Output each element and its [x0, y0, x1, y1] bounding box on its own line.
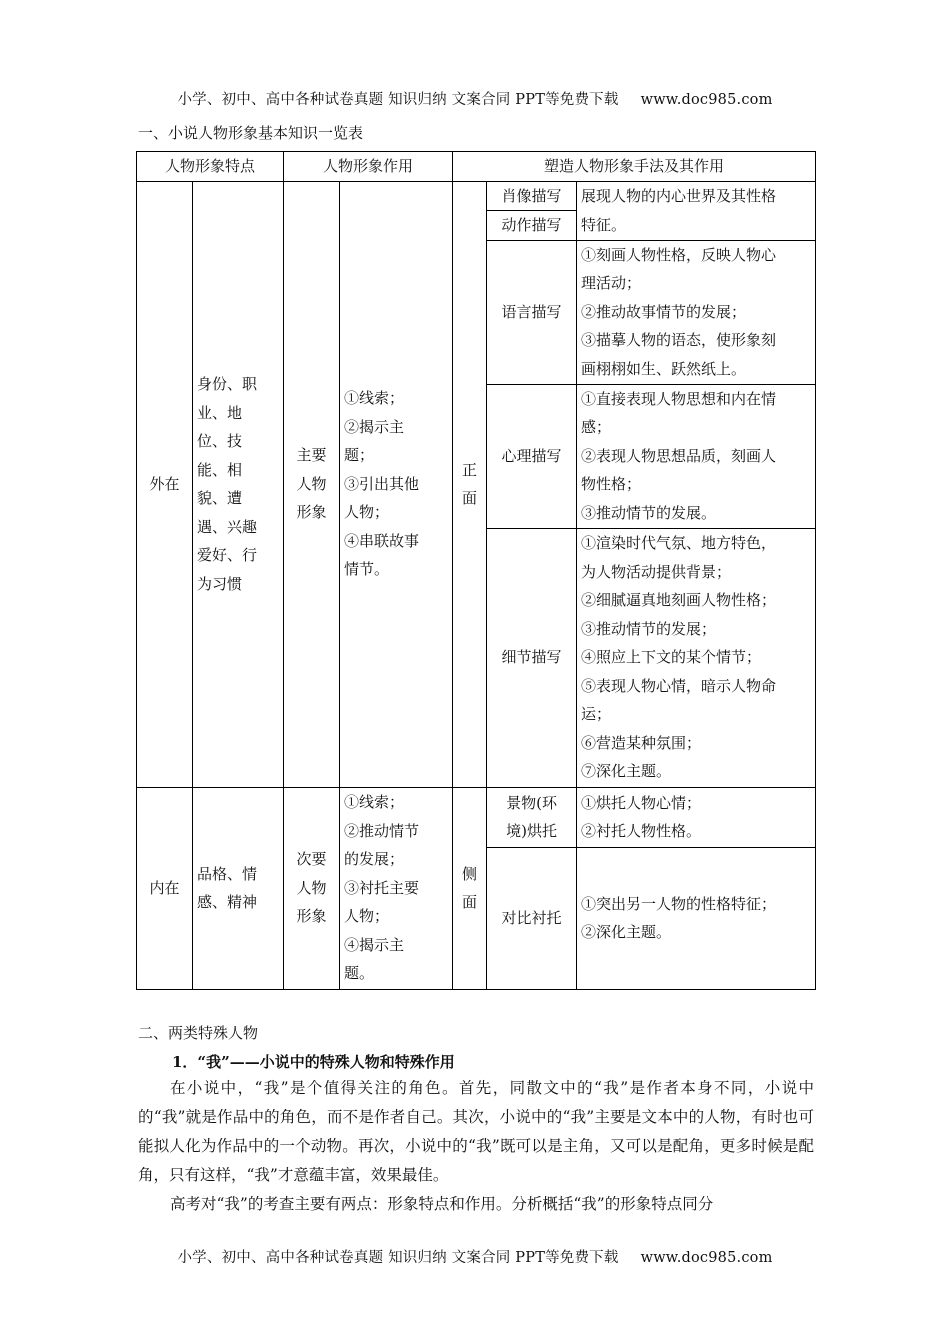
method-contrast: 对比衬托 [487, 847, 577, 989]
desc-speech: ①刻画人物性格，反映人物心 理活动； ②推动故事情节的发展； ③描摹人物的语态，使形象刻 画栩栩如生、跃然纸上。 [577, 240, 816, 384]
desc-psychology: ①直接表现人物思想和内在情 感； ②表现人物思想品质，刻画人 物性格； ③推动情节的发展。 [577, 384, 816, 528]
page-footer [0, 1246, 950, 1267]
method-psychology: 心理描写 [487, 384, 577, 528]
header-methods: 塑造人物形象手法及其作用 [453, 152, 816, 182]
page-header [0, 88, 950, 109]
paragraph: 高考对“我”的考查主要有两点：形象特点和作用。分析概括“我”的形象特点同分 [170, 1195, 714, 1213]
method-action: 动作描写 [487, 211, 577, 241]
header-traits: 人物形象特点 [137, 152, 284, 182]
inner-label: 内在 [137, 787, 193, 989]
table-row [137, 181, 816, 211]
section2-subtitle: 1．“我”——小说中的特殊人物和特殊作用 [172, 1053, 455, 1071]
character-table [136, 151, 816, 990]
desc-scenery: ①烘托人物心情； ②衬托人物性格。 [577, 787, 816, 847]
method-scenery: 景物(环 境)烘托 [487, 787, 577, 847]
footer-text: 小学、初中、高中各种试卷真题 知识归纳 文案合同 PPT等免费下载 [177, 1250, 619, 1266]
outer-side: 正 面 [453, 181, 487, 787]
method-portrait: 肖像描写 [487, 181, 577, 211]
desc-detail: ①渲染时代气氛、地方特色， 为人物活动提供背景； ②细腻逼真地刻画人物性格； ③推动情节的发展； ④照应上下文的某个情节； ⑤表现人物心情，暗示人物命 运； ⑥营造某种氛围； ⑦深化主题。 [577, 528, 816, 787]
header-text: 小学、初中、高中各种试卷真题 知识归纳 文案合同 PPT等免费下载 [177, 92, 619, 108]
outer-functions: ①线索； ②揭示主 题； ③引出其他 人物； ④串联故事 情节。 [340, 181, 453, 787]
section2-title: 二、两类特殊人物 [138, 1024, 259, 1042]
footer-site[interactable]: www.doc985.com [640, 1250, 773, 1266]
outer-role: 主要 人物 形象 [284, 181, 340, 787]
inner-side: 侧 面 [453, 787, 487, 989]
outer-traits: 身份、职 业、地 位、技 能、相 貌、遭 遇、兴趣 爱好、行 为习惯 [193, 181, 284, 787]
desc-portrait-action: 展现人物的内心世界及其性格 特征。 [577, 181, 816, 240]
method-detail: 细节描写 [487, 528, 577, 787]
table-row [137, 787, 816, 847]
inner-functions: ①线索； ②推动情节 的发展； ③衬托主要 人物； ④揭示主 题。 [340, 787, 453, 989]
table-header-row [137, 152, 816, 182]
section1-title: 一、小说人物形象基本知识一览表 [138, 124, 364, 142]
inner-role: 次要 人物 形象 [284, 787, 340, 989]
header-site[interactable]: www.doc985.com [640, 92, 773, 108]
paragraph: 在小说中，“我”是个值得关注的角色。首先，同散文中的“我”是作者本身不同，小说中的“我”就是作品中的角色，而不是作者自己。其次，小说中的“我”主要是文本中的人物，有时也可能拟人化为作品中的一个动物。再次，小说中的“我”既可以是主角，又可以是配角，更多时候是配角，只有这样，“我”才意蕴丰富，效果最佳。 [138, 1079, 814, 1184]
desc-contrast: ①突出另一人物的性格特征； ②深化主题。 [577, 847, 816, 989]
header-role: 人物形象作用 [284, 152, 453, 182]
outer-label: 外在 [137, 181, 193, 787]
method-speech: 语言描写 [487, 240, 577, 384]
inner-traits: 品格、情 感、精神 [193, 787, 284, 989]
